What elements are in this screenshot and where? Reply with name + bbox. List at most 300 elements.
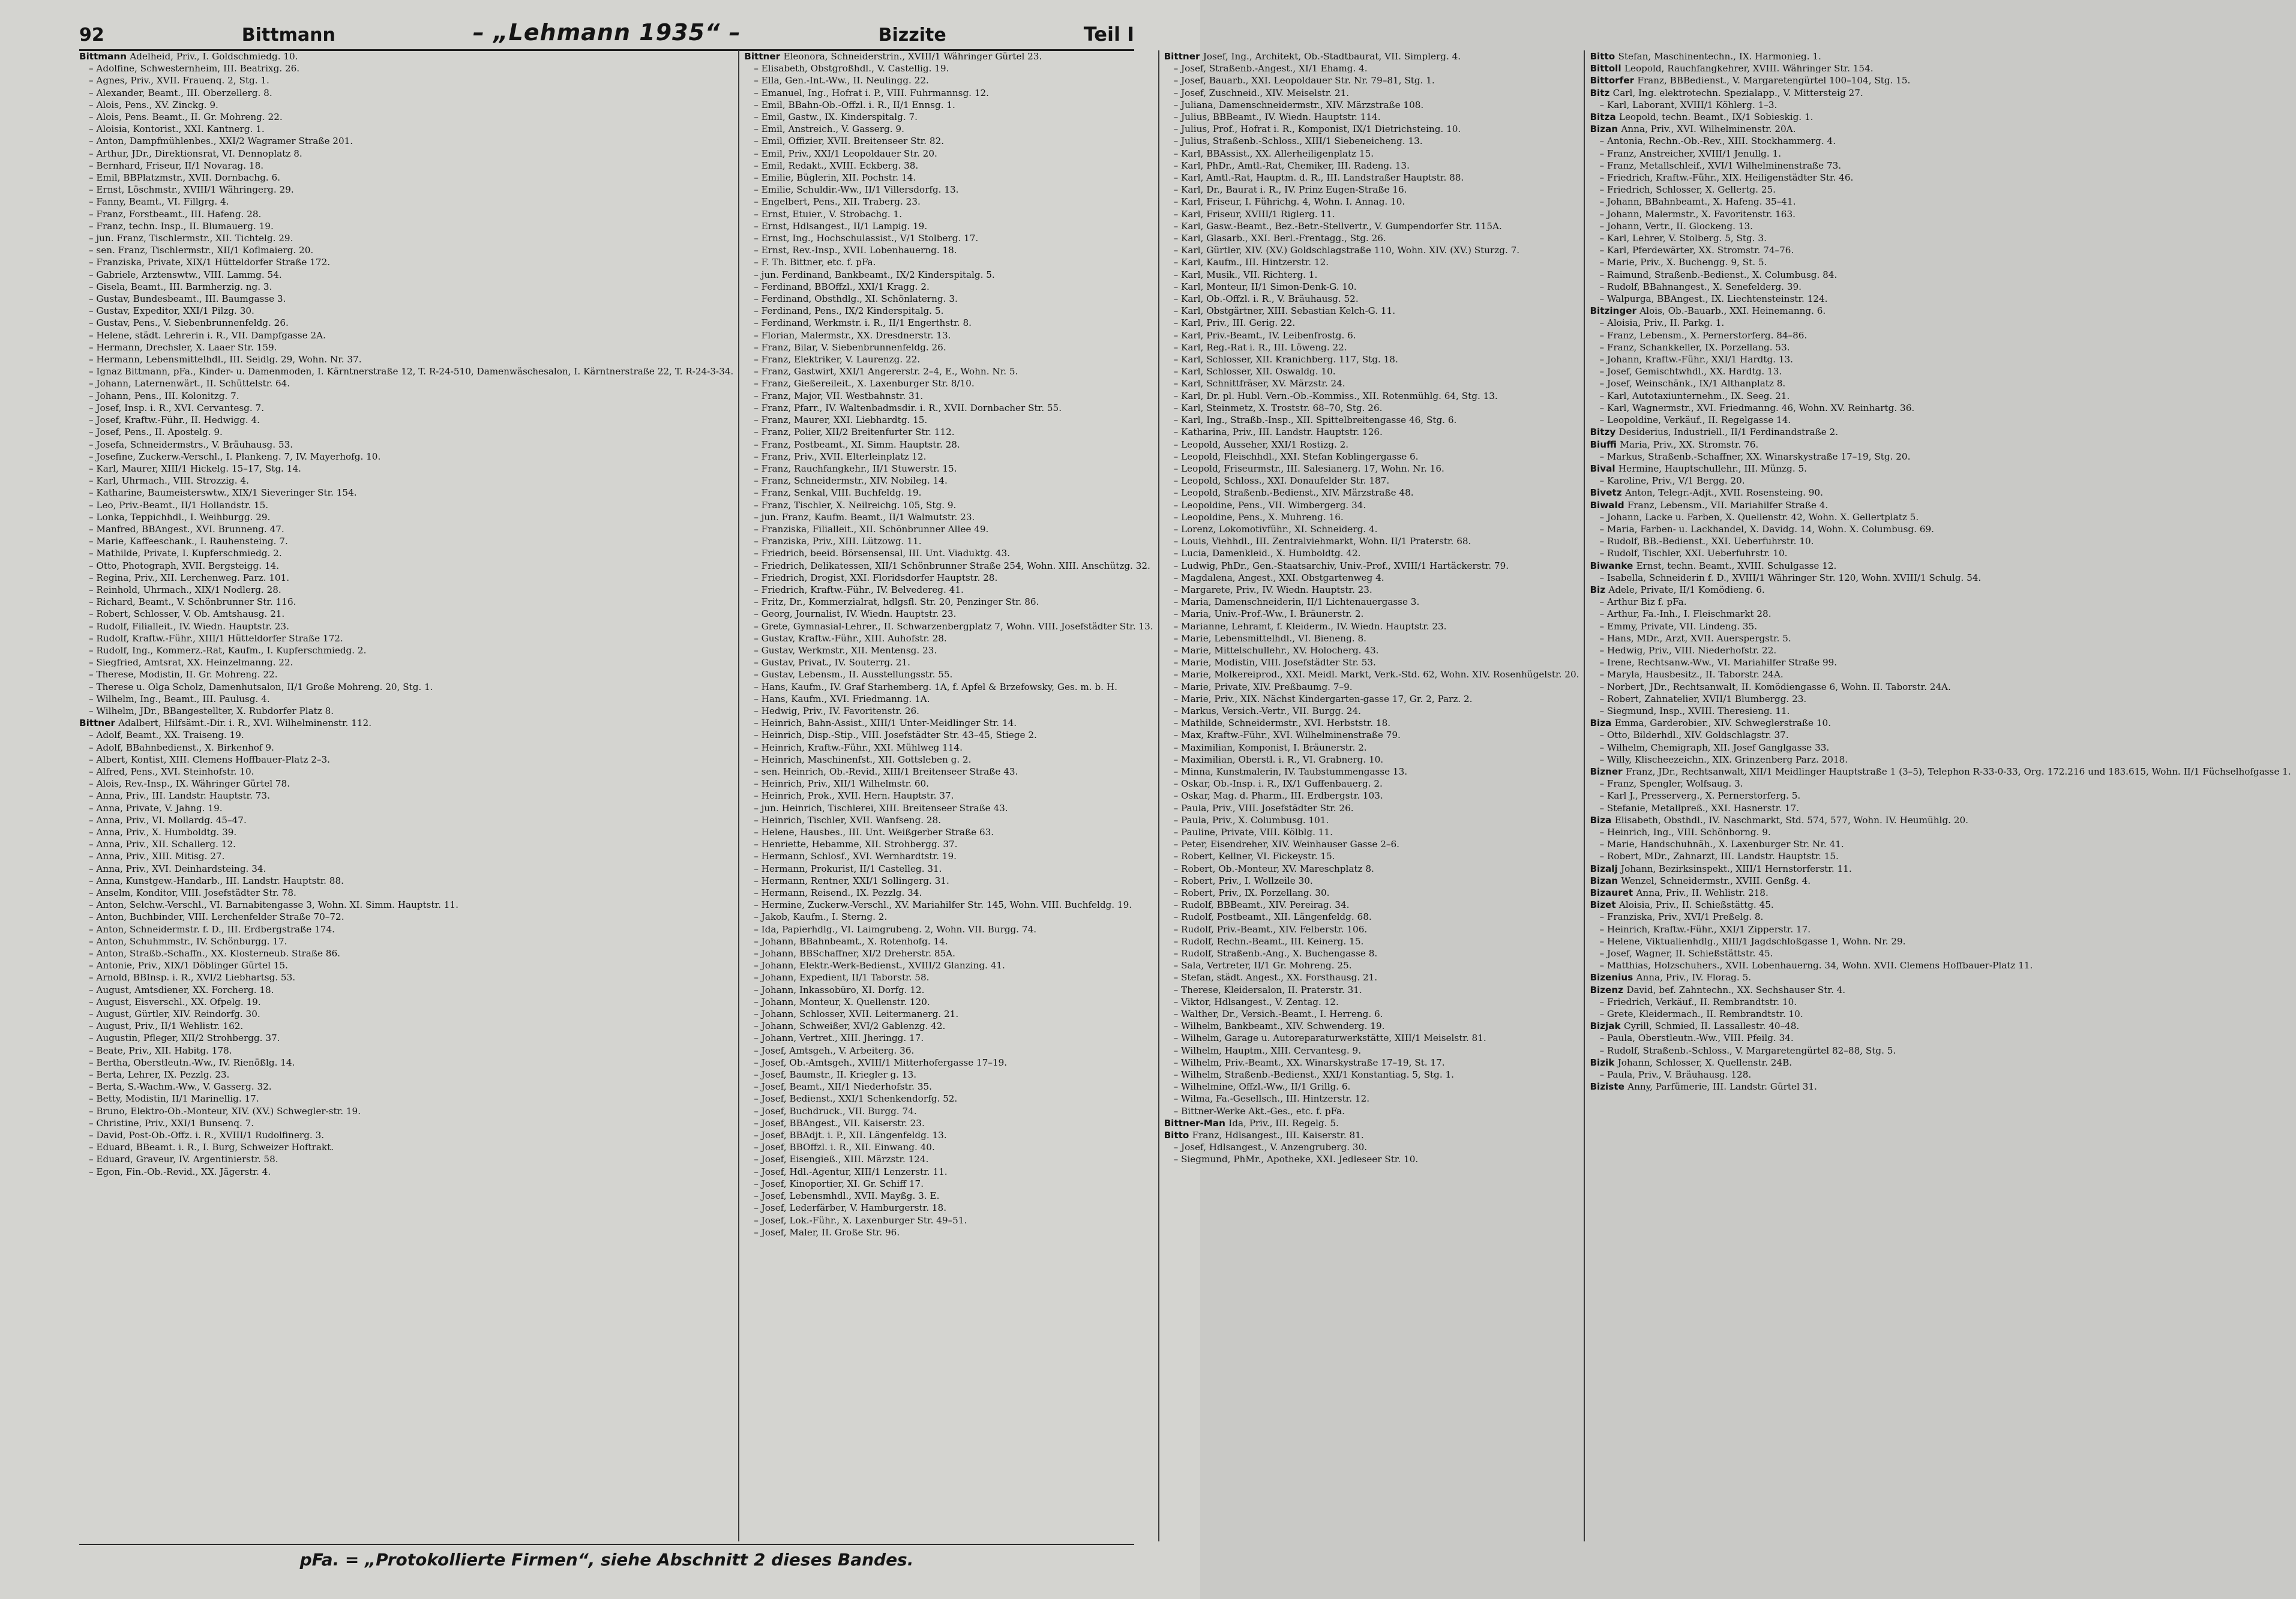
directory-entry: – Friedrich, beeid. Börsensensal, III. Unt. Viaduktg. 43. [754,548,1011,559]
directory-entry: – August, Priv., II/1 Wehlistr. 162. [89,1021,244,1032]
directory-entry: – Johann, Schweißer, XVI/2 Gablenzg. 42. [754,1021,946,1032]
directory-entry: – Johann, Laternenwärt., II. Schüttelstr. 64. [89,378,290,389]
directory-entry: – jun. Franz, Tischlermstr., XII. Tichtelg. 29. [89,233,293,244]
directory-entry: – Karoline, Priv., V/1 Bergg. 20. [1599,475,1745,487]
directory-entry: – Katharine, Baumeisterswtw., XIX/1 Sieveringer Str. 154. [89,487,357,499]
directory-entry: – Karl, Schlosser, XII. Kranichberg. 117, Stg. 18. [1173,354,1398,365]
directory-entry: – Hedwig, Priv., VIII. Niederhofstr. 22. [1599,644,1777,656]
directory-entry: – Josef, Pens., II. Apostelg. 9. [89,427,223,438]
directory-entry: – Emil, Gastw., IX. Kinderspitalg. 7. [754,112,918,123]
directory-entry: – Johann, Vertr., II. Glockeng. 13. [1599,220,1753,232]
directory-entry: – Josef, Hdl.-Agentur, XIII/1 Lenzerstr. 11. [754,1166,948,1177]
column-3 [1158,50,1584,1541]
directory-entry: – Manfred, BBAngest., XVI. Brunneng. 47. [89,523,284,535]
directory-entry: – Christine, Priv., XXI/1 Bunsenq. 7. [89,1117,254,1129]
directory-entry: – Friedrich, Delikatessen, XII/1 Schönbrunner Straße 254, Wohn. XIII. Anschützg. 32. [754,560,1150,571]
directory-entry: – Josef, Lederfärber, V. Hamburgerstr. 18. [754,1202,947,1214]
directory-entry: – Rudolf, Rechn.-Beamt., III. Keinerg. 15. [1173,935,1364,947]
directory-entry: – Gustav, Pens., V. Siebenbrunnenfeldg. 26. [89,317,289,329]
directory-entry: – Franz, Gastwirt, XXI/1 Angererstr. 2–4, E., Wohn. Nr. 5. [754,366,1018,377]
directory-entry: – Wilhelm, Priv.-Beamt., XX. Winarskystraße 17–19, St. 17. [1173,1057,1445,1068]
directory-entry: – Emil, BBPlatzmstr., XVII. Dornbachg. 6. [89,172,280,184]
directory-entry: – Josef, Lebensmhdl., XVII. Mayßg. 3. E. [754,1190,940,1202]
directory-entry: – Johann, Vertret., XIII. Jheringg. 17. [754,1033,924,1044]
directory-entry: Bizalj Johann, Bezirksinspekt., XIII/1 Hernstorferstr. 11. [1590,863,1852,874]
directory-entry: – Willy, Klischeezeichn., XIX. Grinzenberg Parz. 2018. [1599,754,1848,765]
directory-entry: – Rudolf, Straßenb.-Schloss., V. Margaretengürtel 82–88, Stg. 5. [1599,1045,1896,1056]
directory-entry: – Ernst, Löschmstr., XVIII/1 Währingerg. 29. [89,184,294,196]
directory-entry: – Irene, Rechtsanw.-Ww., VI. Mariahilfer Straße 99. [1599,657,1838,668]
page-header [79,6,1134,51]
directory-entry: – Rudolf, Tischler, XXI. Ueberfuhrstr. 10. [1599,548,1788,559]
directory-entry: – Franz, Maurer, XXI. Liebhardtg. 15. [754,415,928,426]
directory-entry: – Wilhelm, Chemigraph, XII. Josef Ganglgasse 33. [1599,742,1830,753]
directory-entry: – Karl, Priv., III. Gerig. 22. [1173,317,1296,329]
directory-entry: – Franziska, Filialleit., XII. Schönbrunner Allee 49. [754,523,989,535]
directory-entry: – Magdalena, Angest., XXI. Obstgartenweg 4. [1173,572,1384,583]
directory-entry: Bitzinger Alois, Ob.-Bauarb., XXI. Heinemanng. 6. [1590,305,1826,317]
directory-entry: – Therese u. Olga Scholz, Damenhutsalon, II/1 Große Mohreng. 20, Stg. 1. [89,681,433,692]
directory-title: – „Lehmann 1935“ – [472,19,741,46]
directory-entry: – Sala, Vertreter, II/1 Gr. Mohreng. 25. [1173,960,1352,971]
left-running-head: Bittmann [241,25,335,46]
directory-entry: – Leopold, Friseurmstr., III. Salesianerg. 17, Wohn. Nr. 16. [1173,463,1444,474]
directory-entry: – Lonka, Teppichhdl., I. Weihburgg. 29. [89,511,271,523]
directory-entry: – Anna, Priv., XII. Schallerg. 12. [89,839,236,850]
directory-entry: – Karl, Priv.-Beamt., IV. Leibenfrostg. 6. [1173,329,1356,341]
directory-entry: – Gustav, Werkmstr., XII. Mentensg. 23. [754,644,937,656]
directory-entry: – Friedrich, Drogist, XXI. Floridsdorfer Hauptstr. 28. [754,572,998,583]
directory-entry: – Gustav, Kraftw.-Führ., XIII. Auhofstr. 28. [754,632,947,644]
directory-entry: Bizan Anna, Priv., XVI. Wilhelminenstr. 20A. [1590,124,1796,135]
directory-entry: – Ernst, Rev.-Insp., XVII. Lobenhauerng. 18. [754,245,957,256]
directory-entry: – Heinrich, Ing., VIII. Schönborng. 9. [1599,827,1771,838]
directory-entry: – Arthur, JDr., Direktionsrat, VI. Dennoplatz 8. [89,148,302,159]
directory-entry: – Maria, Univ.-Prof.-Ww., I. Bräunerstr. 2. [1173,608,1364,620]
directory-entry: – Aloisia, Kontorist., XXI. Kantnerg. 1. [89,124,265,135]
directory-entry: – Ignaz Bittmann, pFa., Kinder- u. Damenmoden, I. Kärntnerstraße 12, T. R-24-510, Damenwäschesalon, I. Kärntnerstraße 22, T. R-24-3-34. [89,366,734,377]
directory-entry: – Josef, BBOffzl. i. R., XII. Einwang. 40. [754,1142,935,1153]
directory-entry: – Karl, Dr. pl. Hubl. Vern.-Ob.-Kommiss., XII. Rotenmühlg. 64, Stg. 13. [1173,390,1498,401]
directory-entry: – Marie, Priv., X. Buchengg. 9, St. 5. [1599,257,1767,268]
directory-entry: – Berta, Lehrer, IX. Pezzlg. 23. [89,1069,230,1081]
directory-entry: – Heinrich, Maschinenfst., XII. Gottsleben g. 2. [754,754,972,765]
directory-entry: – Rudolf, Kraftw.-Führ., XIII/1 Hütteldorfer Straße 172. [89,632,343,644]
directory-entry: – Robert, Priv., I. Wollzeile 30. [1173,875,1313,886]
directory-entry: – Wilhelm, JDr., BBangestellter, X. Rubdorfer Platz 8. [89,705,334,716]
directory-entry: – Leopold, Schloss., XXI. Donaufelder Str. 187. [1173,475,1390,487]
directory-entry: – Julius, Prof., Hofrat i. R., Komponist, IX/1 Dietrichsteing. 10. [1173,124,1461,135]
directory-entry: – Emil, Anstreich., V. Gasserg. 9. [754,124,904,135]
directory-entry: – Leopold, Fleischhdl., XXI. Stefan Koblingergasse 6. [1173,451,1419,462]
directory-entry: – Karl, Gürtler, XIV. (XV.) Goldschlagstraße 110, Wohn. XIV. (XV.) Sturzg. 7. [1173,245,1520,256]
directory-entry: – Josef, Wagner, II. Schießstättstr. 45. [1599,948,1773,959]
directory-entry: – Rudolf, Straßenb.-Ang., X. Buchengasse 8. [1173,948,1378,959]
directory-entry: Bitto Franz, Hdlsangest., III. Kaiserstr. 81. [1164,1130,1364,1141]
directory-entry: – Franz, Priv., XVII. Elterleinplatz 12. [754,451,927,462]
directory-entry: Bizenius Anna, Priv., IV. Florag. 5. [1590,972,1752,983]
directory-entry: – Franziska, Private, XIX/1 Hütteldorfer Straße 172. [89,257,331,268]
directory-entry: – Therese, Modistin, II. Gr. Mohreng. 22. [89,669,278,680]
directory-entry: – Bruno, Elektro-Ob.-Monteur, XIV. (XV.) Schwegler-str. 19. [89,1105,361,1117]
directory-entry: – Matthias, Holzschuhers., XVII. Lobenhauerng. 34, Wohn. XVII. Clemens Hoffbauer-Platz 11. [1599,960,2033,971]
directory-entry: Bittner Josef, Ing., Architekt, Ob.-Stadtbaurat, VII. Simplerg. 4. [1164,51,1461,62]
directory-entry: – Marianne, Lehramt, f. Kleiderm., IV. Wiedn. Hauptstr. 23. [1173,620,1447,632]
directory-entry: – Gisela, Beamt., III. Barmherzig. ng. 3. [89,281,272,292]
directory-entry: – Oskar, Ob.-Insp. i. R., IX/1 Guffenbauerg. 2. [1173,778,1383,790]
directory-entry: – Wilhelm, Ing., Beamt., III. Paulusg. 4. [89,693,270,704]
directory-entry: – Wilhelm, Garage u. Autoreparaturwerkstätte, XIII/1 Meiselstr. 81. [1173,1033,1486,1044]
directory-entry: – Helene, Hausbes., III. Unt. Weißgerber Straße 63. [754,827,994,838]
directory-entry: – Beate, Priv., XII. Habitg. 178. [89,1045,232,1056]
directory-entry: – Franz, Postbeamt., XI. Simm. Hauptstr. 28. [754,439,960,450]
directory-entry: – Rudolf, BBahnangest., X. Senefelderg. 39. [1599,281,1802,292]
directory-entry: – August, Eisverschl., XX. Ofpelg. 19. [89,996,261,1007]
directory-entry: – Anna, Kunstgew.-Handarb., III. Landstr. Hauptstr. 88. [89,875,344,886]
directory-entry: – Ludwig, PhDr., Gen.-Staatsarchiv, Univ.-Prof., XVIII/1 Hartäckerstr. 79. [1173,560,1509,571]
directory-entry: – Robert, Priv., IX. Porzellang. 30. [1173,887,1330,899]
directory-entry: – Franz, Pfarr., IV. Waltenbadmsdir. i. R., XVII. Dornbacher Str. 55. [754,402,1062,413]
directory-entry: Bittner-Man Ida, Priv., III. Regelg. 5. [1164,1117,1339,1129]
directory-entry: – Ida, Papierhdlg., VI. Laimgrubeng. 2, Wohn. VII. Burgg. 74. [754,923,1037,935]
directory-entry: – Helene, Viktualienhdlg., XIII/1 Jagdschloßgasse 1, Wohn. Nr. 29. [1599,935,1906,947]
directory-entry: – Siegfried, Amtsrat, XX. Heinzelmanng. 22. [89,657,293,668]
directory-entry: – Karl, Steinmetz, X. Troststr. 68–70, Stg. 26. [1173,402,1383,413]
directory-entry: – Lorenz, Lokomotivführ., XI. Schneiderg. 4. [1173,523,1378,535]
directory-entry: – Anton, Dampfmühlenbes., XXI/2 Wagramer Straße 201. [89,136,353,147]
directory-entry: – Johann, Kraftw.-Führ., XXI/1 Hardtg. 13. [1599,354,1794,365]
directory-entry: – Otto, Photograph, XVII. Bergsteigg. 14. [89,560,280,571]
directory-entry: – Johann, Malermstr., X. Favoritenstr. 163. [1599,208,1796,220]
directory-entry: – Heinrich, Bahn-Assist., XIII/1 Unter-Meidlinger Str. 14. [754,718,1017,729]
directory-entry: – Franz, techn. Insp., II. Blumauerg. 19. [89,220,274,232]
directory-entry: – Leopoldine, Pens., X. Muhreng. 16. [1173,511,1344,523]
directory-entry: – Mathilde, Private, I. Kupferschmiedg. 2. [89,548,282,559]
directory-entry: – Leo, Priv.-Beamt., II/1 Hollandstr. 15. [89,499,269,511]
directory-entry: – Anton, Schneidermstr. f. D., III. Erdbergstraße 174. [89,923,335,935]
directory-entry: – Max, Kraftw.-Führ., XVI. Wilhelminenstraße 79. [1173,730,1401,741]
directory-entry: – Franz, Anstreicher, XVIII/1 Jenullg. 1. [1599,148,1782,159]
directory-entry: – Josef, Eisengieß., XIII. Märzstr. 124. [754,1154,929,1165]
directory-entry: – Grete, Kleidermach., II. Rembrandtstr. 10. [1599,1009,1803,1020]
directory-entry: – Karl, Ob.-Offzl. i. R., V. Bräuhausg. 52. [1173,293,1359,305]
directory-entry: Bitto Stefan, Maschinentechn., IX. Harmonieg. 1. [1590,51,1821,62]
directory-entry: – Josef, Lok.-Führ., X. Laxenburger Str. 49–51. [754,1214,967,1226]
directory-entry: – Leopold, Straßenb.-Bedienst., XIV. Märzstraße 48. [1173,487,1414,499]
directory-entry: – Otto, Bilderhdl., XIV. Goldschlagstr. 37. [1599,730,1789,741]
directory-entry: – Franz, Schneidermstr., XIV. Nobileg. 14. [754,475,948,487]
directory-entry: – Karl, Monteur, II/1 Simon-Denk-G. 10. [1173,281,1357,292]
directory-entry: – Bernhard, Friseur, II/1 Novarag. 18. [89,160,264,171]
right-running-head: Bizzite [878,25,946,46]
directory-entry: – Karl, Dr., Baurat i. R., IV. Prinz Eugen-Straße 16. [1173,184,1407,196]
directory-entry: Bittner Adalbert, Hilfsämt.-Dir. i. R., XVI. Wilhelminenstr. 112. [79,718,372,729]
directory-entry: – Paula, Priv., V. Bräuhausg. 128. [1599,1069,1752,1081]
directory-entry: – Anna, Priv., XVI. Deinhardsteing. 34. [89,863,266,874]
directory-entry: – Wilma, Fa.-Gesellsch., III. Hintzerstr. 12. [1173,1093,1370,1105]
column-1 [79,50,738,1541]
directory-entry: – Karl, Amtl.-Rat, Hauptm. d. R., III. Landstraßer Hauptstr. 88. [1173,172,1464,184]
directory-entry: – Josef, BBAdjt. i. P., XII. Längenfeldg. 13. [754,1130,947,1141]
directory-entry: – Ella, Gen.-Int.-Ww., II. Neulingg. 22. [754,75,929,86]
directory-entry: – Minna, Kunstmalerin, IV. Taubstummengasse 13. [1173,766,1408,777]
directory-entry: – Ernst, Ing., Hochschulassist., V/1 Stolberg. 17. [754,233,979,244]
directory-entry: – Emmy, Private, VII. Lindeng. 35. [1599,620,1758,632]
part-label: Teil I [1083,23,1134,46]
directory-entry: – Josef, Baumstr., II. Kriegler g. 13. [754,1069,917,1081]
directory-entry: – Markus, Straßenb.-Schaffner, XX. Winarskystraße 17–19, Stg. 20. [1599,451,1911,462]
directory-entry: – Pauline, Private, VIII. Kölblg. 11. [1173,827,1333,838]
directory-entry: – Robert, Kellner, VI. Fickeystr. 15. [1173,851,1335,862]
directory-entry: – Karl, Friseur, XVIII/1 Riglerg. 11. [1173,208,1335,220]
directory-entry: – Heinrich, Kraftw.-Führ., XXI/1 Zipperstr. 17. [1599,923,1811,935]
directory-entry: – Gabriele, Arztenswtw., VIII. Lammg. 54. [89,269,282,280]
directory-entry: – David, Post-Ob.-Offz. i. R., XVIII/1 Rudolfinerg. 3. [89,1130,325,1141]
directory-entry: – Franz, Major, VII. Westbahnstr. 31. [754,390,924,401]
directory-entry: – Hedwig, Priv., IV. Favoritenstr. 26. [754,705,919,716]
directory-entry: – Anton, Straßb.-Schaffn., XX. Klosterneub. Straße 86. [89,948,340,959]
directory-entry: – Paula, Oberstleutn.-Ww., VIII. Pfeilg. 34. [1599,1033,1794,1044]
directory-entry: – Ferdinand, BBOffzl., XXI/1 Kragg. 2. [754,281,930,292]
directory-entry: – Marie, Kaffeeschank., I. Rauhensteing. 7. [89,536,288,547]
directory-entry: – Friedrich, Schlosser, X. Gellertg. 25. [1599,184,1776,196]
directory-entry: – Josef, Ob.-Amtsgeh., XVIII/1 Mitterhofergasse 17–19. [754,1057,1008,1068]
directory-entry: Bizik Johann, Schlosser, X. Quellenstr. 24B. [1590,1057,1793,1068]
directory-entry: – Franz, Spengler, Wolfsaug. 3. [1599,778,1743,790]
directory-entry: – Wilhelm, Straßenb.-Bedienst., XXI/1 Konstantiag. 5, Stg. 1. [1173,1069,1454,1081]
directory-entry: Bizan Wenzel, Schneidermstr., XVIII. Genßg. 4. [1590,875,1811,886]
directory-entry: Bitz Carl, Ing. elektrotechn. Spezialapp., V. Mittersteig 27. [1590,87,1863,98]
directory-entry: Bizauret Anna, Priv., II. Wehlistr. 218. [1590,887,1769,899]
directory-entry: – Wilhelmine, Offzl.-Ww., II/1 Grillg. 6. [1173,1081,1351,1093]
directory-entry: Biza Emma, Garderobier., XIV. Schweglerstraße 10. [1590,718,1832,729]
directory-entry: – Josef, Hdlsangest., V. Anzengruberg. 30. [1173,1142,1368,1153]
directory-entry: – Arthur, Fa.-Inh., I. Fleischmarkt 28. [1599,608,1772,620]
directory-entry: – Franz, Gießereileit., X. Laxenburger Str. 8/10. [754,378,975,389]
directory-entry: – Reinhold, Uhrmach., XIX/1 Nodlerg. 28. [89,584,281,595]
directory-entry: – Hermine, Zuckerw.-Verschl., XV. Mariahilfer Str. 145, Wohn. VIII. Buchfeldg. 19. [754,899,1132,911]
directory-entry: – Jakob, Kaufm., I. Sterng. 2. [754,911,888,923]
directory-entry: – Karl, Obstgärtner, XIII. Sebastian Kelch-G. 11. [1173,305,1396,317]
directory-entry: – Josef, Kraftw.-Führ., II. Hedwigg. 4. [89,415,260,426]
directory-entry: – Emilie, Büglerin, XII. Pochstr. 14. [754,172,916,184]
directory-entry: Bitza Leopold, techn. Beamt., IX/1 Sobieskig. 1. [1590,112,1814,123]
directory-entry: – Oskar, Mag. d. Pharm., III. Erdbergstr. 103. [1173,790,1383,802]
directory-entry: – Johann, Expedient, II/1 Taborstr. 58. [754,972,930,983]
directory-entry: – Gustav, Privat., IV. Souterrg. 21. [754,657,910,668]
directory-entry: – Emanuel, Ing., Hofrat i. P., VIII. Fuhrmannsg. 12. [754,87,989,98]
directory-entry: – Marie, Modistin, VIII. Josefstädter Str. 53. [1173,657,1376,668]
directory-entry: – Walpurga, BBAngest., IX. Liechtensteinstr. 124. [1599,293,1828,305]
directory-entry: – sen. Heinrich, Ob.-Revid., XIII/1 Breitenseer Straße 43. [754,766,1018,777]
directory-entry: – Norbert, JDr., Rechtsanwalt, II. Komödiengasse 6, Wohn. II. Taborstr. 24A. [1599,681,1951,692]
directory-entry: – Lucia, Damenkleid., X. Humboldtg. 42. [1173,548,1361,559]
directory-entry: – Josef, Kinoportier, XI. Gr. Schiff 17. [754,1178,924,1189]
directory-entry: – Josef, Buchdruck., VII. Burgg. 74. [754,1105,917,1117]
directory-entry: – Hermann, Prokurist, II/1 Castelleg. 31. [754,863,942,874]
directory-entry: Biwald Franz, Lebensm., VII. Mariahilfer Straße 4. [1590,499,1829,511]
directory-entry: – Maria, Farben- u. Lackhandel, X. Davidg. 14, Wohn. X. Columbusg. 69. [1599,523,1934,535]
directory-entry: – Wilhelm, Bankbeamt., XIV. Schwenderg. 19. [1173,1021,1385,1032]
directory-entry: – Margarete, Priv., IV. Wiedn. Hauptstr. 23. [1173,584,1372,595]
directory-entry: – Emil, Priv., XXI/1 Leopoldauer Str. 20. [754,148,937,159]
directory-entry: – Karl, Glasarb., XXI. Berl.-Frentagg., Stg. 26. [1173,233,1386,244]
page-number: 92 [79,25,104,46]
directory-entry: – Rudolf, BB.-Bedienst., XXI. Ueberfuhrstr. 10. [1599,536,1814,547]
directory-entry: – Heinrich, Tischler, XVII. Wanfseng. 28. [754,814,942,826]
directory-entry: – Henriette, Hebamme, XII. Strohbergg. 37. [754,839,958,850]
directory-entry: – Anna, Priv., VI. Mollardg. 45–47. [89,814,247,826]
directory-entry: – Maximilian, Oberstl. i. R., VI. Grabnerg. 10. [1173,754,1384,765]
directory-entry: – Stefan, städt. Angest., XX. Forsthausg. 21. [1173,972,1378,983]
directory-entry: – Peter, Eisendreher, XIV. Weinhauser Gasse 2–6. [1173,839,1399,850]
directory-entry: – Juliana, Damenschneidermstr., XIV. Märzstraße 108. [1173,99,1424,110]
directory-entry: – Robert, Zahnatelier, XVII/1 Blumbergg. 23. [1599,693,1807,704]
directory-entry: – Karl, Reg.-Rat i. R., III. Löweng. 22. [1173,341,1347,353]
directory-entry: – Rudolf, BBBeamt., XIV. Pereirag. 34. [1173,899,1350,911]
directory-entry: – Richard, Beamt., V. Schönbrunner Str. 116. [89,596,296,608]
directory-entry: – Josef, Gemischtwhdl., XX. Hardtg. 13. [1599,366,1782,377]
directory-entry: Biz Adele, Private, II/1 Komödieng. 6. [1590,584,1765,595]
directory-entry: – Karl, Pferdewärter, XX. Stromstr. 74–76. [1599,245,1794,256]
directory-entry: – jun. Ferdinand, Bankbeamt., IX/2 Kinderspitalg. 5. [754,269,995,280]
directory-entry: – Karl, Gasw.-Beamt., Bez.-Betr.-Stellvertr., V. Gumpendorfer Str. 115A. [1173,220,1502,232]
directory-entry: – Josef, Straßenb.-Angest., XI/1 Ehamg. 4. [1173,63,1368,74]
directory-entry: – Anton, Schuhmmstr., IV. Schönburgg. 17. [89,935,287,947]
directory-entry: Bizner Franz, JDr., Rechtsanwalt, XII/1 Meidlinger Hauptstraße 1 (3–5), Telephon R-33-0-33, Org. 172.216 und 183.615, Wohn. II/1 Füchselhofgasse 1. [1590,766,2291,777]
directory-entry: Biza Elisabeth, Obsthdl., IV. Naschmarkt, Std. 574, 577, Wohn. IV. Heumühlg. 20. [1590,814,1968,826]
directory-entry: – Hermann, Lebensmittelhdl., III. Seidlg. 29, Wohn. Nr. 37. [89,354,362,365]
directory-entry: Bittner Eleonora, Schneiderstrin., XVIII/1 Währinger Gürtel 23. [744,51,1042,62]
directory-entry: – Johann, BBahnbeamt., X. Hafeng. 35–41. [1599,196,1796,208]
directory-entry: – Josef, Zuschneid., XIV. Meiselstr. 21. [1173,87,1350,98]
directory-entry: – Anton, Selchw.-Verschl., VI. Barnabitengasse 3, Wohn. XI. Simm. Hauptstr. 11. [89,899,458,911]
directory-entry: – Betty, Modistin, II/1 Marinellig. 17. [89,1093,259,1105]
directory-entry: – Julius, BBBeamt., IV. Wiedn. Hauptstr. 114. [1173,112,1381,123]
directory-entry: – Franz, Schankkeller, IX. Porzellang. 53. [1599,341,1790,353]
directory-entry: – Anselm, Konditor, VIII. Josefstädter Str. 78. [89,887,296,899]
directory-entry: – Ernst, Hdlsangest., II/1 Lampig. 19. [754,220,928,232]
directory-entry: – Anna, Priv., X. Humboldtg. 39. [89,827,237,838]
directory-entry: Biziste Anny, Parfümerie, III. Landstr. Gürtel 31. [1590,1081,1817,1093]
directory-entry: – Karl, Musik., VII. Richterg. 1. [1173,269,1318,280]
directory-entry: – jun. Heinrich, Tischlerei, XIII. Breitenseer Straße 43. [754,802,1008,814]
directory-entry: – Karl, Lehrer, V. Stolberg. 5, Stg. 3. [1599,233,1767,244]
directory-entry: – Aloisia, Priv., II. Parkg. 1. [1599,317,1725,329]
directory-entry: – Ernst, Etuier., V. Strobachg. 1. [754,208,903,220]
column-2 [738,50,1158,1541]
directory-entry: – Johann, Inkassobüro, XI. Dorfg. 12. [754,984,925,995]
directory-entry: – Louis, Viehhdl., III. Zentralviehmarkt, Wohn. II/1 Praterstr. 68. [1173,536,1471,547]
directory-entry: – Viktor, Hdlsangest., V. Zentag. 12. [1173,996,1339,1007]
directory-entry: – Karl, Autotaxiunternehm., IX. Seeg. 21. [1599,390,1790,401]
directory-entry: – Adolf, BBahnbedienst., X. Birkenhof 9. [89,742,274,753]
directory-entry: – sen. Franz, Tischlermstr., XII/1 Koflmaierg. 20. [89,245,314,256]
directory-entry: – Alois, Pens., XV. Zinckg. 9. [89,99,218,110]
directory-entry: – Gustav, Bundesbeamt., III. Baumgasse 3. [89,293,286,305]
directory-entry: – Wilhelm, Hauptm., XIII. Cervantesg. 9. [1173,1045,1362,1056]
directory-entry: – Berta, S.-Wachm.-Ww., V. Gasserg. 32. [89,1081,272,1093]
directory-entry: – Engelbert, Pens., XII. Traberg. 23. [754,196,921,208]
directory-entry: – Franz, Lebensm., X. Pernerstorferg. 84–86. [1599,329,1808,341]
directory-entry: – Karl, Kaufm., III. Hintzerstr. 12. [1173,257,1329,268]
directory-entry: – Rudolf, Postbeamt., XII. Längenfeldg. 68. [1173,911,1372,923]
directory-entry: Bitzy Desiderius, Industriell., II/1 Ferdinandstraße 2. [1590,427,1839,438]
directory-entry: – Marie, Priv., XIX. Nächst Kindergarten-gasse 17, Gr. 2, Parz. 2. [1173,693,1473,704]
directory-entry: – Marie, Handschuhnäh., X. Laxenburger Str. Nr. 41. [1599,839,1844,850]
directory-entry: – Franz, Metallschleif., XVI/1 Wilhelminenstraße 73. [1599,160,1842,171]
directory-entry: – Leopoldine, Verkäuf., II. Regelgasse 14. [1599,415,1791,426]
directory-entry: Bivetz Anton, Telegr.-Adjt., XVII. Rosensteing. 90. [1590,487,1823,499]
directory-entry: – Emilie, Schuldir.-Ww., II/1 Villersdorfg. 13. [754,184,959,196]
directory-entry: – Karl, PhDr., Amtl.-Rat, Chemiker, III. Radeng. 13. [1173,160,1410,171]
directory-entry: – Josefine, Zuckerw.-Verschl., I. Plankeng. 7, IV. Mayerhofg. 10. [89,451,381,462]
directory-entry: – Ferdinand, Obsthdlg., XI. Schönlaterng. 3. [754,293,958,305]
directory-entry: – Franz, Elektriker, V. Laurenzg. 22. [754,354,921,365]
directory-entry: – Anton, Buchbinder, VIII. Lerchenfelder Straße 70–72. [89,911,344,923]
directory-entry: – Eduard, Graveur, IV. Argentinierstr. 58. [89,1154,278,1165]
directory-entry: – Fritz, Dr., Kommerzialrat, hdlgsfl. Str. 20, Penzinger Str. 86. [754,596,1039,608]
directory-entry: – Hermann, Drechsler, X. Laaer Str. 159. [89,341,277,353]
directory-entry: – Siegmund, PhMr., Apotheke, XXI. Jedleseer Str. 10. [1173,1154,1419,1165]
directory-entry: Bizenz David, bef. Zahntechn., XX. Sechshauser Str. 4. [1590,984,1846,995]
directory-entry: – Karl, Uhrmach., VIII. Strozzig. 4. [89,475,249,487]
directory-entry: – Markus, Versich.-Vertr., VII. Burgg. 24. [1173,705,1362,716]
directory-entry: – Antonie, Priv., XIX/1 Döblinger Gürtel 15. [89,960,288,971]
directory-entry: – Walther, Dr., Versich.-Beamt., I. Herreng. 6. [1173,1009,1383,1020]
directory-entry: – Emil, BBahn-Ob.-Offzl. i. R., II/1 Ennsg. 1. [754,99,955,110]
directory-entry: – Raimund, Straßenb.-Bedienst., X. Columbusg. 84. [1599,269,1838,280]
directory-entry: – Mathilde, Schneidermstr., XVI. Herbststr. 18. [1173,718,1391,729]
column-4 [1584,50,2295,1541]
directory-entry: Bizet Aloisia, Priv., II. Schießstättg. 45. [1590,899,1774,911]
directory-entry: – Siegmund, Insp., XVIII. Theresieng. 11. [1599,705,1790,716]
directory-entry: – August, Gürtler, XIV. Reindorfg. 30. [89,1009,260,1020]
directory-entry: Bittoll Leopold, Rauchfangkehrer, XVIII. Währinger Str. 154. [1590,63,1874,74]
directory-entry: – Marie, Molkereiprod., XXI. Meidl. Markt, Verk.-Std. 62, Wohn. XIV. Rosenhügelstr. 20. [1173,669,1579,680]
directory-entry: – Leopoldine, Pens., VII. Wimbergerg. 34. [1173,499,1366,511]
directory-entry: Bittmann Adelheid, Priv., I. Goldschmiedg. 10. [79,51,298,62]
directory-entry: – Josef, Amtsgeh., V. Arbeiterg. 36. [754,1045,915,1056]
directory-entry: – Karl, Schlosser, XII. Oswaldg. 10. [1173,366,1336,377]
directory-entry: – Franz, Tischler, X. Neilreichg. 105, Stg. 9. [754,499,957,511]
directory-entry: – Maximilian, Komponist, I. Bräunerstr. 2. [1173,742,1367,753]
directory-entry: – Rudolf, Ing., Kommerz.-Rat, Kaufm., I. Kupferschmiedg. 2. [89,644,367,656]
directory-entry: – Isabella, Schneiderin f. D., XVIII/1 Währinger Str. 120, Wohn. XVIII/1 Schulg. 54. [1599,572,1982,583]
directory-entry: – Karl, Schnittfräser, XV. Märzstr. 24. [1173,378,1345,389]
directory-entry: – Johann, Monteur, X. Quellenstr. 120. [754,996,930,1007]
directory-entry: – Therese, Kleidersalon, II. Praterstr. 31. [1173,984,1362,995]
directory-entry: – Anna, Priv., XIII. Mitisg. 27. [89,851,225,862]
directory-entry: – Paula, Priv., X. Columbusg. 101. [1173,814,1329,826]
directory-entry: – Grete, Gymnasial-Lehrer., II. Schwarzenbergplatz 7, Wohn. VIII. Josefstädter Str. 13. [754,620,1153,632]
directory-entry: – Florian, Malermstr., XX. Dresdnerstr. 13. [754,329,951,341]
directory-entry: – Emil, Offizier, XVII. Breitenseer Str. 82. [754,136,945,147]
directory-entry: – Gustav, Lebensm., II. Ausstellungsstr. 55. [754,669,953,680]
directory-entry: – Josef, Insp. i. R., XVI. Cervantesg. 7. [89,402,265,413]
directory-entry: – Bittner-Werke Akt.-Ges., etc. f. pFa. [1173,1105,1345,1117]
directory-entry: – Heinrich, Priv., XII/1 Wilhelmstr. 60. [754,778,929,790]
directory-entry: – Eduard, BBeamt. i. R., I. Burg, Schweizer Hoftrakt. [89,1142,334,1153]
directory-entry: – Bertha, Oberstleutn.-Ww., IV. Rienößlg. 14. [89,1057,295,1068]
directory-entry: – Hans, MDr., Arzt, XVII. Auerspergstr. 5. [1599,632,1791,644]
directory-entry: – Franz, Polier, XII/2 Breitenfurter Str. 112. [754,427,955,438]
directory-entry: – Regina, Priv., XII. Lerchenweg. Parz. 101. [89,572,290,583]
directory-entry: – Robert, Ob.-Monteur, XV. Mareschplatz 8. [1173,863,1374,874]
directory-entry: – Johann, Elektr.-Werk-Bedienst., XVIII/2 Glanzing. 41. [754,960,1005,971]
directory-entry: – Alois, Rev.-Insp., IX. Währinger Gürtel 78. [89,778,290,790]
directory-entry: – Anna, Priv., III. Landstr. Hauptstr. 73. [89,790,270,802]
